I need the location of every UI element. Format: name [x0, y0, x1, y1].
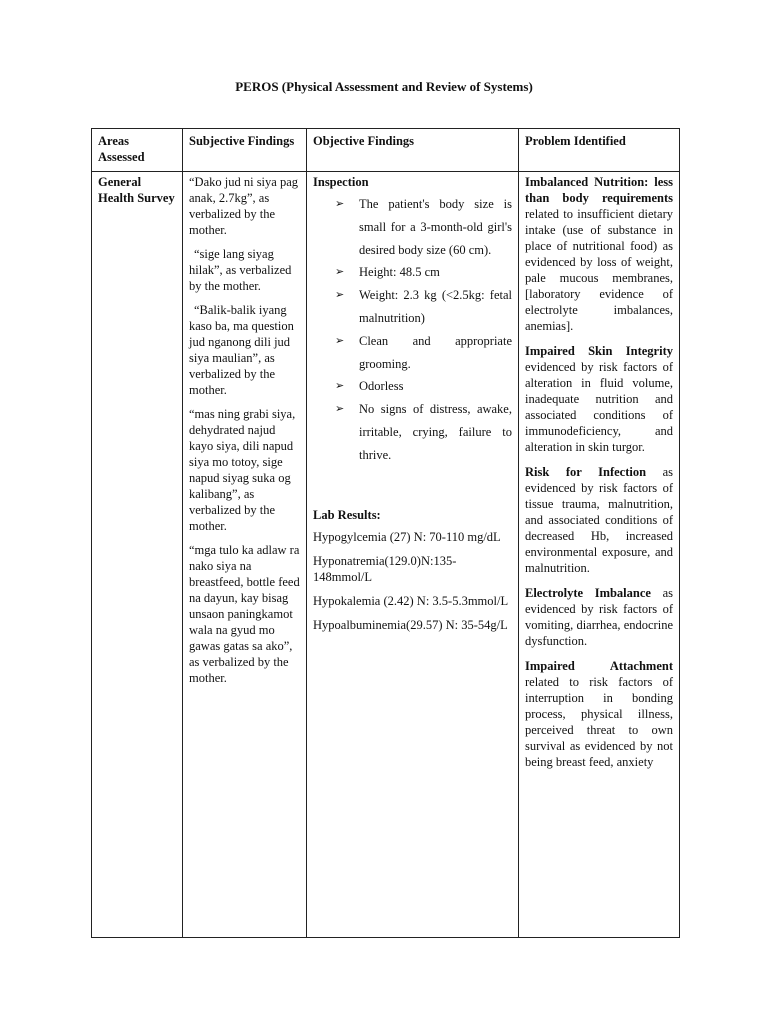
problem-title: Electrolyte Imbalance: [525, 586, 651, 600]
lab-result: Hypogylcemia (27) N: 70-110 mg/dL: [313, 529, 501, 544]
list-item: [313, 330, 512, 376]
problem-item: [525, 585, 673, 649]
problem-title: Impaired Skin Integrity: [525, 344, 673, 358]
header-areas-assessed: Areas Assessed: [92, 129, 183, 172]
inspection-item: Odorless: [359, 379, 404, 394]
inspection-item: The patient's body size is small for a 3-month-old girl's desired body size (60 cm).: [359, 197, 512, 257]
subjective-quote: “Balik-balik iyang kaso ba, ma question jud nganong dili jud siya maulian”, as verbalized by the mother.: [189, 303, 294, 397]
problem-text: related to insufficient dietary intake (use of substance in place of nutritional food) as evidenced by loss of weight, pale mucous membranes, [laboratory evidence of electrolyte imbalances, anemias].: [525, 207, 673, 333]
arrowhead-bullet-icon: ➢: [335, 380, 345, 393]
arrowhead-bullet-icon: ➢: [335, 198, 345, 210]
problem-item: [525, 658, 673, 770]
list-item: [313, 398, 512, 466]
arrowhead-bullet-icon: ➢: [335, 334, 345, 347]
area-name: General Health Survey: [98, 175, 175, 205]
problem-title: Impaired Attachment: [525, 659, 673, 673]
inspection-item: Weight: 2.3 kg (<2.5kg: fetal malnutrition): [359, 288, 512, 325]
lab-result: Hypokalemia (2.42) N: 3.5-5.3mmol/L: [313, 593, 509, 608]
list-item: [313, 375, 512, 398]
problem-cell: [519, 172, 680, 938]
inspection-item: No signs of distress, awake, irritable, crying, failure to thrive.: [359, 402, 512, 462]
problem-item: [525, 343, 673, 455]
problem-title: Risk for Infection: [525, 465, 647, 479]
inspection-list: [313, 193, 512, 467]
header-objective-findings: Objective Findings: [307, 129, 519, 172]
lab-result: Hyponatremia(129.0)N:135-148mmol/L: [313, 553, 457, 584]
header-problem-identified: Problem Identified: [519, 129, 680, 172]
subjective-quote: “sige lang siyag hilak”, as verbalized by the mother.: [189, 247, 292, 293]
subjective-quote: “mas ning grabi siya, dehydrated najud kayo siya, dili napud siya mo totoy, sige napud siyag suka og kalibang”, as verbalized by the mother.: [189, 407, 296, 533]
list-item: [313, 193, 512, 261]
lab-results-label: Lab Results:: [313, 507, 381, 522]
problem-text: as evidenced by risk factors of vomiting, diarrhea, endocrine dysfunction.: [525, 586, 673, 648]
subjective-quote: “mga tulo ka adlaw ra nako siya na breastfeed, bottle feed na dayun, kay bisag unsaon paningkamot wala na gyud mo gawas gatas sa ako”, as verbalized by the mother.: [189, 543, 300, 685]
problem-title: Imbalanced Nutrition: less than body requirements: [525, 175, 673, 205]
arrowhead-bullet-icon: ➢: [335, 403, 345, 416]
objective-cell: [307, 172, 519, 938]
header-subjective-findings: Subjective Findings: [183, 129, 307, 172]
peros-table: [91, 128, 680, 938]
problem-item: [525, 174, 673, 334]
table-header-row: [92, 129, 680, 172]
subjective-quote: “Dako jud ni siya pag anak, 2.7kg”, as verbalized by the mother.: [189, 175, 299, 237]
inspection-item: Clean and appropriate grooming.: [359, 333, 512, 371]
inspection-item: Height: 48.5 cm: [359, 265, 440, 280]
area-cell: [92, 172, 183, 938]
inspection-label: Inspection: [313, 175, 369, 189]
arrowhead-bullet-icon: ➢: [335, 266, 345, 279]
list-item: [313, 284, 512, 330]
problem-text: evidenced by risk factors of alteration in fluid volume, inadequate nutrition and associated conditions of immunodeficiency, and alteration in skin turgor.: [525, 360, 673, 454]
list-item: [313, 261, 512, 284]
page-title: PEROS (Physical Assessment and Review of Systems): [235, 79, 533, 94]
problem-text: related to risk factors of interruption in bonding process, physical illness, perceived threat to own survival as evidenced by not being breast feed, anxiety: [525, 675, 673, 769]
problem-item: [525, 464, 673, 576]
arrowhead-bullet-icon: ➢: [335, 289, 345, 302]
table-row: [92, 172, 680, 938]
subjective-cell: [183, 172, 307, 938]
lab-result: Hypoalbuminemia(29.57) N: 35-54g/L: [313, 617, 508, 632]
problem-text: as evidenced by risk factors of tissue trauma, malnutrition, and associated conditions of decreased Hb, increased environmental exposure, and malnutrition.: [525, 465, 673, 575]
